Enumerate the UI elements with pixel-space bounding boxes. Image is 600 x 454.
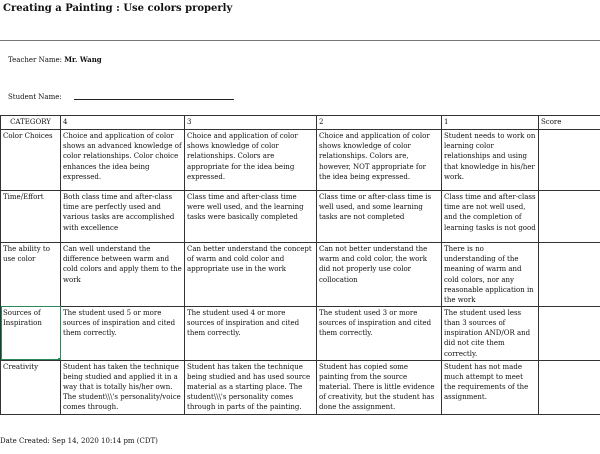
header-level-4: 4	[61, 116, 185, 130]
header-category: CATEGORY	[1, 116, 61, 130]
level-1-cell[interactable]: The student used less than 3 sources of inspiration AND/OR and did not cite them correctly.	[442, 306, 539, 360]
level-2-cell[interactable]: Class time or after-class time is well used, and some learning tasks are not completed	[317, 191, 442, 243]
table-row	[1, 130, 600, 191]
table-row	[1, 191, 600, 243]
level-3-cell[interactable]: Student has taken the technique being studied and has used source material as a starting place. The student\\\'s personality comes through in parts of the painting.	[185, 360, 317, 414]
student-line	[8, 93, 234, 101]
header-row	[1, 116, 600, 130]
rubric-table	[0, 115, 600, 415]
score-cell[interactable]	[539, 360, 600, 414]
score-cell[interactable]	[539, 130, 600, 191]
level-4-cell[interactable]: Student has taken the technique being studied and applied it in a way that is totally his/her own. The student\\\'s personality/voice comes through.	[61, 360, 185, 414]
table-row	[1, 360, 600, 414]
page-title: Creating a Painting : Use colors properly	[3, 3, 233, 14]
student-label: Student Name:	[8, 93, 62, 101]
category-cell[interactable]: Color Choices	[1, 130, 61, 191]
category-cell[interactable]: The ability to use color	[1, 243, 61, 307]
level-2-cell[interactable]: Can not better understand the warm and cold color, the work did not properly use color collocation	[317, 243, 442, 307]
level-3-cell[interactable]: Class time and after-class time were well used, and the learning tasks were basically completed	[185, 191, 317, 243]
level-3-cell[interactable]: The student used 4 or more sources of inspiration and cited them correctly.	[185, 306, 317, 360]
level-1-cell[interactable]: Student has not made much attempt to meet the requirements of the assignment.	[442, 360, 539, 414]
teacher-label: Teacher Name:	[8, 56, 63, 64]
level-4-cell[interactable]: The student used 5 or more sources of inspiration and cited them correctly.	[61, 306, 185, 360]
level-1-cell[interactable]: Class time and after-class time are not well used, and the completion of learning tasks is not good	[442, 191, 539, 243]
level-4-cell[interactable]: Choice and application of color shows an advanced knowledge of color relationships. Color choice enhances the idea being expressed.	[61, 130, 185, 191]
teacher-line	[8, 55, 102, 64]
level-3-cell[interactable]: Can better understand the concept of warm and cold color and appropriate use in the work	[185, 243, 317, 307]
score-cell[interactable]	[539, 191, 600, 243]
title-divider	[0, 40, 600, 41]
category-cell-text: Sources of Inspiration	[3, 308, 42, 328]
fill-handle[interactable]	[58, 358, 61, 361]
student-name-blank[interactable]	[74, 99, 234, 100]
header-score: Score	[539, 116, 600, 130]
level-4-cell[interactable]: Can well understand the difference between warm and cold colors and apply them to the work	[61, 243, 185, 307]
teacher-name: Mr. Wang	[64, 55, 102, 64]
category-cell[interactable]: Creativity	[1, 360, 61, 414]
level-1-cell[interactable]: Student needs to work on learning color relationships and using that knowledge in his/her work.	[442, 130, 539, 191]
level-3-cell[interactable]: Choice and application of color shows knowledge of color relationships. Colors are appropriate for the idea being expressed.	[185, 130, 317, 191]
level-2-cell[interactable]: The student used 3 or more sources of inspiration and cited them correctly.	[317, 306, 442, 360]
table-row	[1, 243, 600, 307]
header-level-3: 3	[185, 116, 317, 130]
score-cell[interactable]	[539, 306, 600, 360]
level-2-cell[interactable]: Student has copied some painting from the source material. There is little evidence of creativity, but the student has done the assignment.	[317, 360, 442, 414]
header-level-1: 1	[442, 116, 539, 130]
level-2-cell[interactable]: Choice and application of color shows knowledge of color relationships. Colors are, however, NOT appropriate for the idea being expressed.	[317, 130, 442, 191]
score-cell[interactable]	[539, 243, 600, 307]
table-row	[1, 306, 600, 360]
header-level-2: 2	[317, 116, 442, 130]
level-1-cell[interactable]: There is no understanding of the meaning of warm and cold colors, nor any reasonable application in the work	[442, 243, 539, 307]
category-cell[interactable]: Time/Effort	[1, 191, 61, 243]
category-cell-selected[interactable]	[1, 306, 61, 360]
level-4-cell[interactable]: Both class time and after-class time are perfectly used and various tasks are accomplished with excellence	[61, 191, 185, 243]
date-created: Date Created: Sep 14, 2020 10:14 pm (CDT)	[0, 437, 158, 445]
